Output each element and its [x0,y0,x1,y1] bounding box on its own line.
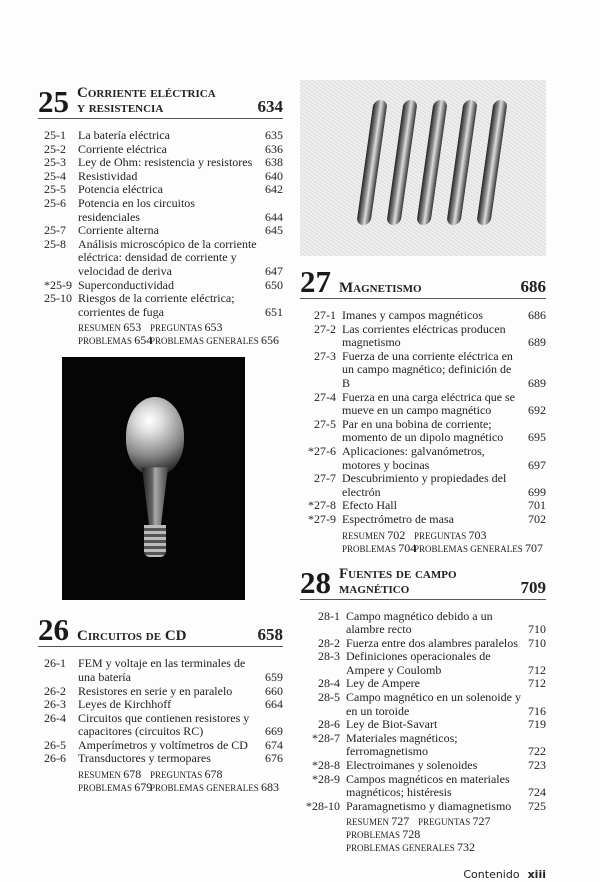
extra-label: PREGUNTAS [418,817,471,828]
section-list [300,309,546,555]
section-number: 27-4 [314,389,336,404]
chapter-title-line: Magnetismo [339,280,422,296]
section-entry [302,732,546,759]
chapter-title [77,629,252,644]
section-page: 701 [528,498,546,513]
section-number: 25-8 [44,236,66,251]
extra-page: 678 [123,767,142,782]
light-bulb-photo [62,357,245,600]
section-number: 28-4 [318,676,340,691]
section-title: Campos magnéticos en materiales magnéticos; histéresis [346,771,510,800]
section-entry [44,156,283,170]
section-page: 722 [528,744,546,759]
section-entry [302,800,546,814]
section-title: Aplicaciones: galvanómetros, motores y bocinas [342,443,485,472]
section-title: Espectrómetro de masa [342,511,454,526]
section-number: 25-6 [44,195,66,210]
section-number: 27-2 [314,321,336,336]
chapter-heading [38,612,283,648]
extra-preguntas [150,321,223,334]
section-entry [302,759,546,773]
section-entry [302,309,546,323]
bulb-glass [126,397,184,475]
section-entry [44,292,283,319]
chapter-27 [300,264,546,555]
extra-label: PROBLEMAS GENERALES [346,843,455,854]
section-page: 719 [528,717,546,732]
section-title: Corriente alterna [78,223,159,238]
section-number: *28-8 [312,758,340,773]
section-entry [302,650,546,677]
chapter-title-line: Circuitos de CD [77,628,187,645]
extras-row [78,321,283,334]
section-entry [302,773,546,800]
extra-page: 702 [387,527,406,542]
section-title: Fuerza entre dos alambres paralelos [346,635,518,650]
extra-label: RESUMEN [342,530,386,541]
extra-problemas [346,827,421,842]
extra-label: RESUMEN [78,770,122,781]
chapter-title [339,281,515,296]
section-entry [44,279,283,293]
section-title: Transductores y termopares [78,751,211,766]
section-number: *27-8 [308,498,336,513]
section-number: 28-1 [318,608,340,623]
chapter-page: 658 [257,625,283,645]
extra-page: 656 [261,333,280,348]
section-entry [302,499,546,513]
section-number: 26-2 [44,683,66,698]
section-page: 692 [528,403,546,418]
section-page: 712 [528,662,546,677]
extra-page: 727 [391,814,410,829]
section-title: Ley de Ampere [346,676,420,691]
section-page: 699 [528,484,546,499]
section-number: 26-3 [44,697,66,712]
section-number: *27-6 [308,443,336,458]
section-entry [44,170,283,184]
section-entry [44,685,283,699]
right-column [300,80,546,882]
section-title: Ley de Ohm: resistencia y resistores [78,155,253,170]
iron-filings-coil-photo [300,80,546,256]
extra-label: PROBLEMAS [346,830,401,841]
chapter-number: 25 [38,84,69,119]
section-title: Potencia eléctrica [78,182,163,197]
extra-page: 654 [134,333,153,348]
section-page: 669 [265,724,283,739]
section-number: 27-3 [314,348,336,363]
section-title: Campo magnético en un solenoide y en un toroide [346,690,521,718]
extra-page: 683 [261,780,280,795]
section-page: 724 [528,785,546,800]
section-entry [44,224,283,238]
extra-label: PROBLEMAS [78,336,133,347]
chapter-number: 26 [38,612,69,648]
section-number: 25-5 [44,182,66,197]
section-number: 26-5 [44,737,66,752]
left-column [38,86,283,794]
section-title: Las corrientes eléctricas producen magnetismo [342,321,506,350]
section-page: 651 [265,304,283,319]
section-title: Par en una bobina de corriente; momento de un dipolo magnético [342,416,504,445]
section-title: Fuerza en una carga eléctrica que se mueve en un campo magnético [342,389,516,418]
section-entry [302,445,546,472]
section-page: 689 [528,335,546,350]
section-title: Imanes y campos magnéticos [342,308,483,322]
section-title: Riesgos de la corriente eléctrica; corrientes de fuga [78,291,235,319]
coil-turn [476,100,508,225]
extras-row [78,781,283,794]
section-entry [44,129,283,143]
section-number: 27-1 [314,308,336,322]
chapter-extras [44,321,283,347]
extras-row [342,529,546,542]
chapter-number: 28 [300,564,331,600]
section-list [38,129,283,347]
extra-problemas-generales [150,334,279,347]
section-entry [302,350,546,391]
extra-problemas [342,540,417,555]
section-number: 25-2 [44,141,66,156]
chapter-26 [38,612,283,795]
section-page: 642 [265,182,283,197]
extra-page: 727 [472,814,491,829]
extra-label: PROBLEMAS GENERALES [414,543,523,554]
section-page: 710 [528,635,546,650]
section-number: *28-9 [312,771,340,786]
chapter-page: 709 [520,577,546,597]
extra-page: 728 [402,827,421,842]
section-title: FEM y voltaje en las terminales de una batería [78,656,246,684]
section-title: Resistores en serie y en paralelo [78,683,233,698]
section-list [300,610,546,855]
section-number: *28-10 [306,798,340,813]
section-page: 725 [528,798,546,813]
coil-turn [386,100,418,225]
chapter-extras [44,768,283,794]
extra-label: PREGUNTAS [150,770,203,781]
extra-page: 678 [204,767,223,782]
section-number: 25-4 [44,168,66,183]
section-entry [302,418,546,445]
section-number: 28-3 [318,649,340,664]
extra-page: 653 [204,320,223,335]
section-page: 638 [265,155,283,170]
section-number: 26-6 [44,751,66,766]
page-footer [300,868,546,882]
extra-page: 653 [123,320,142,335]
extra-label: PROBLEMAS [342,543,397,554]
section-number: 27-5 [314,416,336,431]
chapter-extras [302,529,546,555]
section-page: 695 [528,430,546,445]
extra-page: 707 [525,540,544,555]
section-title: Paramagnetismo y diamagnetismo [346,798,512,813]
section-entry [44,712,283,739]
extra-label: RESUMEN [78,323,122,334]
extra-label: PROBLEMAS GENERALES [150,783,259,794]
section-page: 636 [265,141,283,156]
section-page: 686 [528,308,546,322]
section-page: 640 [265,168,283,183]
section-entry [302,718,546,732]
extras-row [78,334,283,347]
extra-problemas [78,780,153,795]
section-number: 28-5 [318,690,340,705]
extra-problemas-generales [414,542,543,555]
extras-row [346,828,546,854]
extras-row [78,768,283,781]
section-list [38,657,283,794]
section-page: 645 [265,223,283,238]
chapter-28 [300,564,546,855]
section-number: 26-4 [44,710,66,725]
section-entry [302,513,546,527]
chapter-page: 686 [520,277,546,296]
section-title: Superconductividad [78,277,174,292]
section-entry [302,323,546,350]
extra-label: PREGUNTAS [150,323,203,334]
chapter-title-line: Fuentes de campo magnético [339,565,457,597]
section-page: 674 [265,737,283,752]
bulb-base [144,525,166,557]
coil-turn [446,100,478,225]
section-entry [44,657,283,684]
extra-label: PROBLEMAS GENERALES [150,336,259,347]
section-page: 664 [265,697,283,712]
section-title: Campo magnético debido a un alambre recto [346,608,493,637]
section-title: Electroimanes y solenoides [346,758,478,773]
section-entry [44,183,283,197]
section-entry [44,752,283,766]
section-title: Circuitos que contienen resistores y capacitores (circuitos RC) [78,710,250,739]
extra-preguntas [150,768,223,781]
section-page: 644 [265,209,283,224]
section-title: Potencia en los circuitos residenciales [78,195,195,224]
bulb-neck [142,467,168,527]
chapter-number: 27 [300,264,331,299]
section-page: 676 [265,751,283,766]
chapter-page: 634 [257,97,283,116]
chapter-heading [300,564,546,600]
extra-label: PROBLEMAS [78,783,133,794]
section-title: Análisis microscópico de la corriente eléctrica: densidad de corriente y velocidad de deriva [78,236,257,278]
section-number: 25-7 [44,223,66,238]
section-title: Corriente eléctrica [78,141,167,156]
section-number: 28-6 [318,717,340,732]
coil-turn [356,100,388,225]
extras-row [342,542,546,555]
section-entry [302,472,546,499]
extra-problemas [78,333,153,348]
section-page: 650 [265,277,283,292]
section-number: 25-1 [44,128,66,142]
extra-preguntas [414,529,487,542]
extra-label: PREGUNTAS [414,530,467,541]
section-page: 635 [265,128,283,142]
section-title: Leyes de Kirchhoff [78,697,172,712]
extra-page: 704 [398,540,417,555]
section-number: 26-1 [44,656,66,671]
section-number: 25-10 [44,291,72,306]
section-title: Amperímetros y voltímetros de CD [78,737,248,752]
section-page: 716 [528,703,546,718]
section-number: *27-9 [308,511,336,526]
section-page: 689 [528,375,546,390]
chapter-title-line: Corriente eléctrica [77,85,216,101]
section-page: 702 [528,511,546,526]
section-page: 659 [265,669,283,684]
section-entry [44,238,283,279]
extra-problemas-generales [346,841,475,854]
chapter-title [339,567,515,597]
section-number: 25-3 [44,155,66,170]
section-entry [44,698,283,712]
section-title: Descubrimiento y propiedades del electrón [342,471,507,499]
section-number: 28-2 [318,635,340,650]
section-page: 647 [265,263,283,278]
chapter-title [77,86,252,116]
section-page: 723 [528,758,546,773]
section-entry [302,610,546,637]
section-entry [302,691,546,718]
extra-preguntas [418,815,491,828]
extra-problemas-generales [150,781,279,794]
section-entry [44,197,283,224]
chapter-heading [300,264,546,299]
section-entry [302,677,546,691]
section-title: Ley de Biot-Savart [346,717,438,732]
footer-section: Contenido [463,868,520,882]
chapter-heading [38,86,283,119]
section-title: La batería eléctrica [78,128,170,142]
section-title: Resistividad [78,168,138,183]
section-title: Fuerza de una corriente eléctrica en un campo magnético; definición de B [342,348,513,390]
section-title: Efecto Hall [342,498,397,513]
section-entry [44,739,283,753]
section-entry [302,637,546,651]
extras-row [346,815,546,828]
chapter-25 [38,86,283,347]
coil-turn [416,100,448,225]
section-entry [44,143,283,157]
section-number: *28-7 [312,730,340,745]
footer-page-number: xiii [527,868,546,882]
extra-page: 732 [457,840,476,855]
extra-label: RESUMEN [346,817,390,828]
section-title: Materiales magnéticos; ferromagnetismo [346,730,458,759]
section-page: 697 [528,457,546,472]
section-page: 710 [528,622,546,637]
extra-page: 679 [134,780,153,795]
section-entry [302,391,546,418]
section-title: Definiciones operacionales de Ampere y Coulomb [346,649,491,677]
section-number: 27-7 [314,471,336,486]
chapter-title-line: y resistencia [77,100,164,116]
section-page: 712 [528,676,546,691]
section-page: 660 [265,683,283,698]
section-number: *25-9 [44,277,72,292]
extra-page: 703 [468,527,487,542]
